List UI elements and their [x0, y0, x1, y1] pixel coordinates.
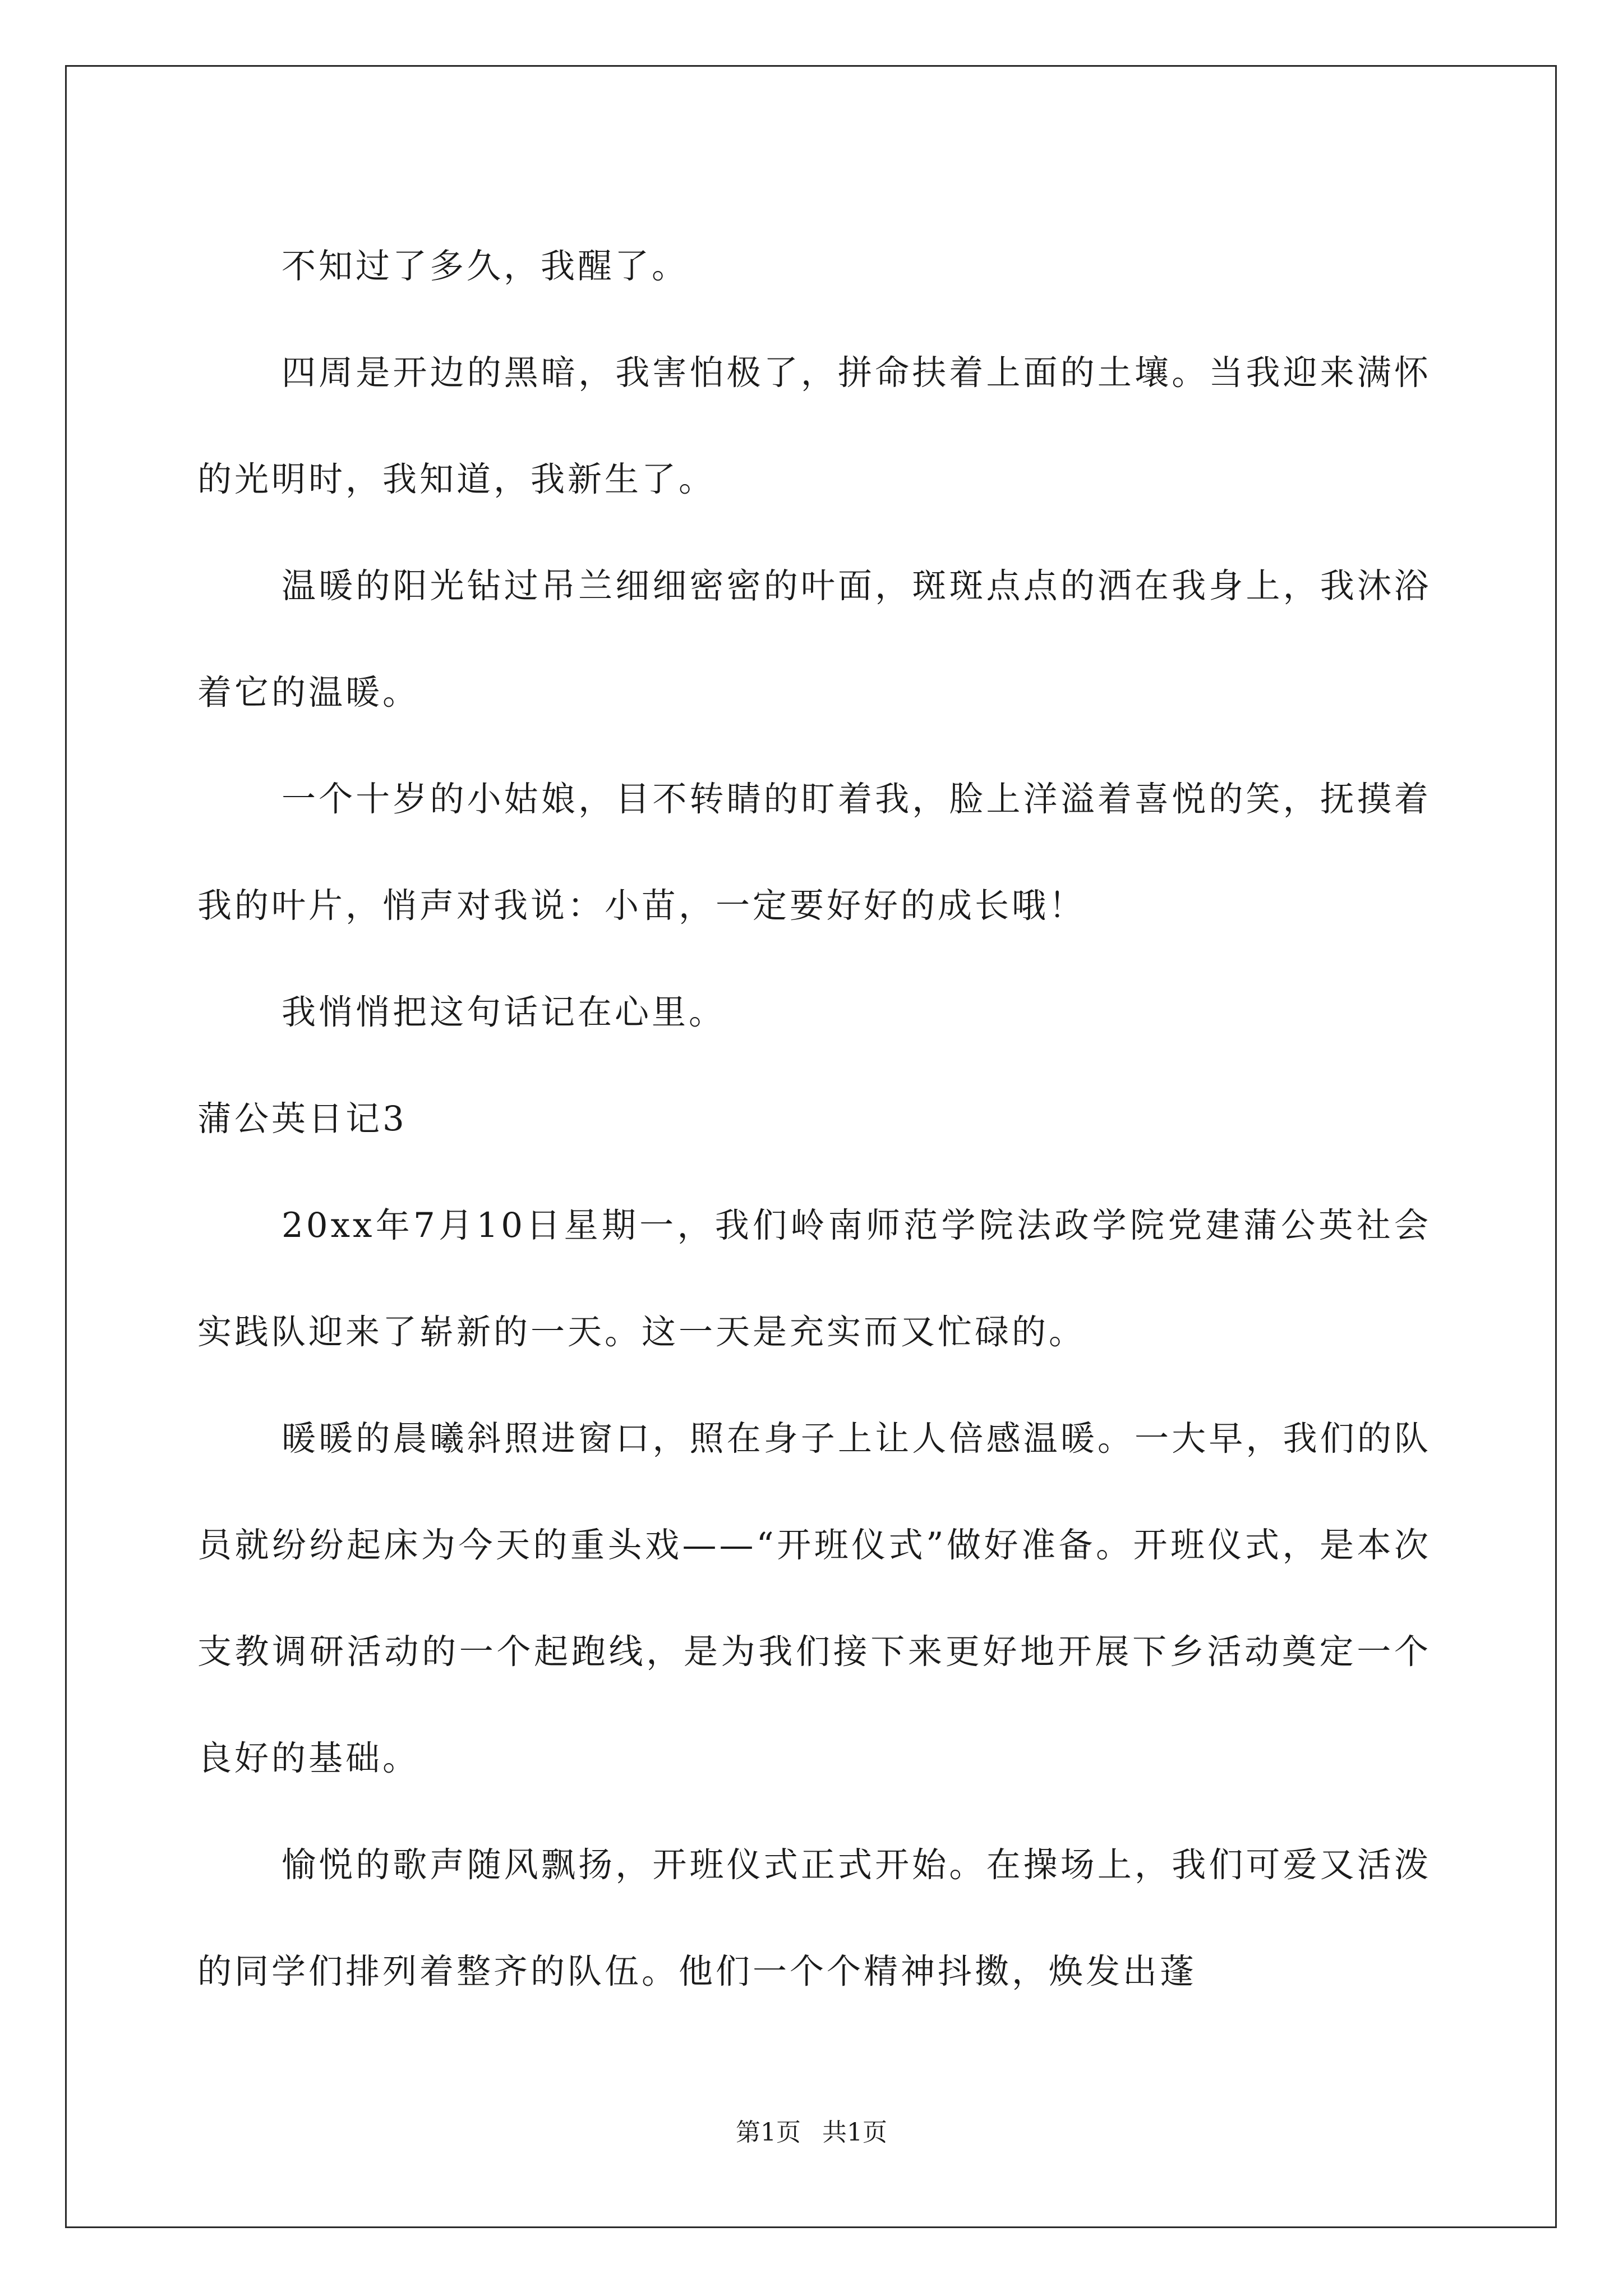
paragraph: 不知过了多久，我醒了。: [282, 246, 689, 286]
page-number-current: 第1页: [736, 2118, 801, 2147]
page-number-total: 共1页: [822, 2118, 887, 2147]
paragraph: 暖暖的晨曦斜照进窗口，照在身子上让人倍感温暖。一大早，我们的队员就纷纷起床为今天的重头戏——“开班仪式”做好准备。开班仪式，是本次支教调研活动的一个起跑线，是为我们接下来更好地开展下乡活动奠定一个良好的基础。: [197, 1419, 1431, 1778]
section-heading: 蒲公英日记3: [197, 1099, 407, 1139]
paragraph: 20xx年7月10日星期一，我们岭南师范学院法政学院党建蒲公英社会实践队迎来了崭新的一天。这一天是充实而又忙碌的。: [197, 1205, 1431, 1352]
document-body: [197, 213, 1431, 2025]
paragraph: 我悄悄把这句话记在心里。: [282, 992, 726, 1032]
paragraph: 四周是开边的黑暗，我害怕极了，拼命扶着上面的土壤。当我迎来满怀的光明时，我知道，我新生了。: [197, 353, 1431, 499]
page-footer: [0, 2116, 1623, 2150]
paragraph: 愉悦的歌声随风飘扬，开班仪式正式开始。在操场上，我们可爱又活泼的同学们排列着整齐的队伍。他们一个个精神抖擞，焕发出蓬: [197, 1845, 1431, 1991]
paragraph: 一个十岁的小姑娘，目不转睛的盯着我，脸上洋溢着喜悦的笑，抚摸着我的叶片，悄声对我说：小苗，一定要好好的成长哦！: [197, 779, 1431, 926]
paragraph: 温暖的阳光钻过吊兰细细密密的叶面，斑斑点点的洒在我身上，我沐浴着它的温暖。: [197, 566, 1431, 712]
